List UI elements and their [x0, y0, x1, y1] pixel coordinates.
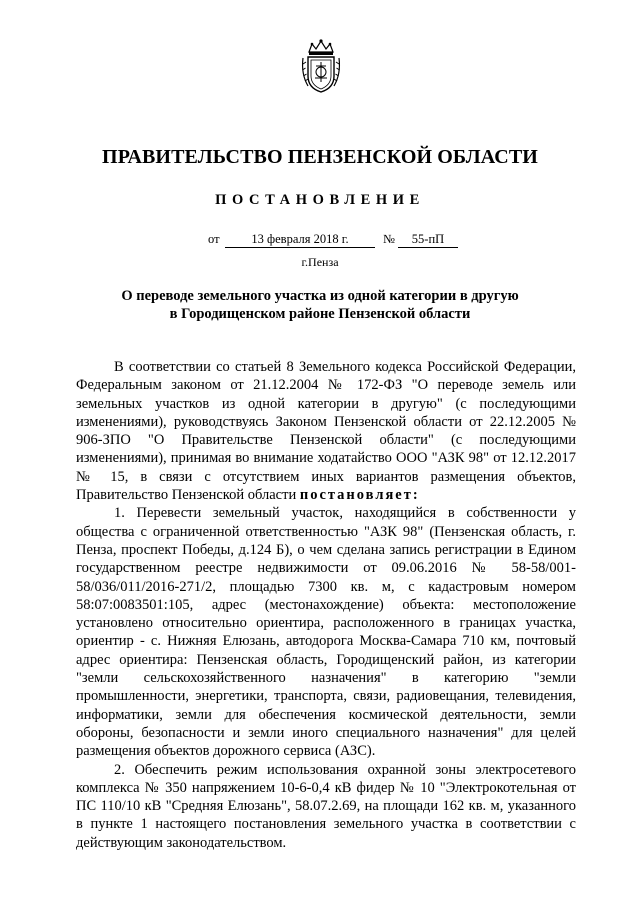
item-1-paragraph: 1. Перевести земельный участок, находящийся в собственности у общества с ограниченной ответственностью "АЗК 98" (Пензенская область, г. Пенза, проспект Победы, д.124 Б), о чем сделана запись регистрации в Едином государственном реестре недвижимости от 09.06.2016 № 58-58/001-58/036/011/2016-271/2, площадью 7300 кв. м, с кадастровым номером 58:07:0083501:105, адрес (местонахождение) объекта: местоположение установлено относительно ориентира, расположенного в границах участка, ориентир - с. Нижняя Елюзань, автодорога Москва-Самара 710 км, почтовый адрес ориентира: Пензенская область, Городищенский район, из категории "земли сельскохозяйственного назначения" в категорию "земли промышленности, энергетики, транспорта, связи, радиовещания, телевидения, информатики, земли для обеспечения космической деятельности, земли обороны, безопасности и земли иного специального назначения" для целей размещения объектов дорожного сервиса (АЗС).: [76, 505, 576, 760]
item-2-paragraph: 2. Обеспечить режим использования охранной зоны электросетевого комплекса № 350 напряжением 10-6-0,4 кВ фидер № 10 "Электрокотельная от ПС 110/10 кВ "Средняя Елюзань", 58.07.2.69, на площади 162 кв. м, указанного в пункте 1 настоящего постановления земельного участка в соответствии с действующим законодательством.: [76, 761, 576, 851]
decree-type-title: ПОСТАНОВЛЕНИЕ: [215, 192, 425, 208]
number-label: №: [383, 232, 395, 246]
subject-line-1: О переводе земельного участка из одной категории в другую: [121, 288, 519, 304]
date-from-label: от: [208, 232, 220, 246]
coat-of-arms-icon: [300, 38, 342, 94]
decree-subject: [100, 287, 540, 323]
preamble-paragraph: [76, 358, 576, 504]
government-title: ПРАВИТЕЛЬСТВО ПЕНЗЕНСКОЙ ОБЛАСТИ: [102, 146, 538, 168]
decree-number: 55-пП: [398, 232, 458, 248]
subject-line-2: в Городищенском районе Пензенской области: [169, 306, 471, 322]
city-label: г.Пенза: [301, 255, 339, 269]
decree-body: [76, 358, 576, 852]
resolves-keyword: постановляет:: [299, 487, 420, 504]
decree-date: 13 февраля 2018 г.: [225, 232, 375, 248]
preamble-text: В соответствии со статьей 8 Земельного кодекса Российской Федерации, Федеральным законом от 21.12.2004 № 172-ФЗ "О переводе земель или земельных участков из одной категории в другую" (с последующими изменениями), руководствуясь Законом Пензенской области от 22.12.2005 № 906-ЗПО "О Правительстве Пензенской области" (с последующими изменениями), принимая во внимание ходатайство ООО "АЗК 98" от 12.12.2017 № 15, в связи с отсутствием иных вариантов размещения объектов, Правительство Пензенской области: [76, 359, 576, 504]
